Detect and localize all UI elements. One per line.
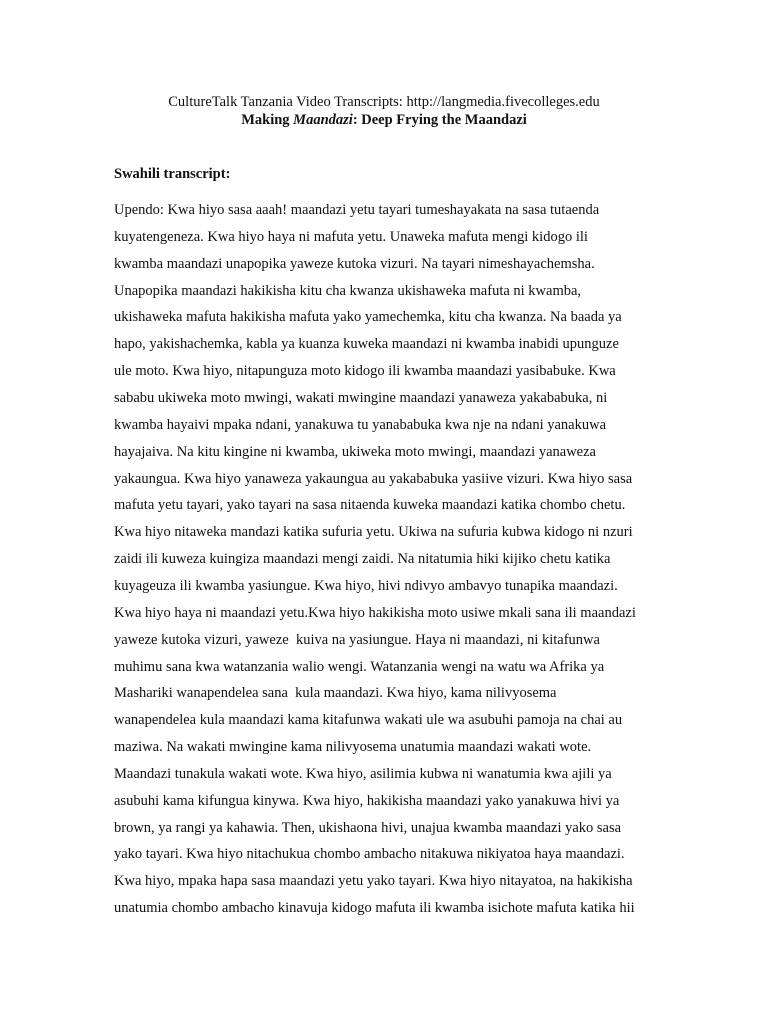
transcript-line: Maandazi tunakula wakati wote. Kwa hiyo, asilimia kubwa ni wanatumia kwa ajili ya xyxy=(114,765,612,782)
transcript-line: ukishaweka mafuta hakikisha mafuta yako yamechemka, kitu cha kwanza. Na baada ya xyxy=(114,309,622,326)
transcript-line: kwamba maandazi unapopika yaweze kutoka vizuri. Na tayari nimeshayachemsha. xyxy=(114,255,595,272)
transcript-line: muhimu sana kwa watanzania walio wengi. Watanzania wengi na watu wa Afrika ya xyxy=(114,658,605,675)
transcript-line: Kwa hiyo, mpaka hapa sasa maandazi yetu yako tayari. Kwa hiyo nitayatoa, na hakikisha xyxy=(114,873,633,890)
transcript-line: Unapopika maandazi hakikisha kitu cha kwanza ukishaweka mafuta ni kwamba, xyxy=(114,282,582,299)
transcript-line: kwamba hayaivi mpaka ndani, yanakuwa tu yanababuka kwa nje na ndani yanakuwa xyxy=(114,416,607,433)
section-heading: Swahili transcript: xyxy=(114,166,231,182)
transcript-line: zaidi ili kuweza kuingiza maandazi mengi zaidi. Na nitatumia hiki kijiko chetu katika xyxy=(114,551,611,567)
transcript-line: ule moto. Kwa hiyo, nitapunguza moto kidogo ili kwamba maandazi yasibabuke. Kwa xyxy=(114,363,616,380)
source-line-text: CultureTalk Tanzania Video Transcripts: http://langmedia.fivecolleges.edu xyxy=(168,94,600,110)
source-line xyxy=(0,94,768,110)
transcript-line: mafuta yetu tayari, yako tayari na sasa nitaenda kuweka maandazi katika chombo chetu. xyxy=(114,497,626,514)
transcript-line: hapo, yakishachemka, kabla ya kuanza kuweka maandazi ni kwamba inabidi upunguze xyxy=(114,336,619,353)
transcript-line: sababu ukiweka moto mwingi, wakati mwingine maandazi yanaweza yakababuka, ni xyxy=(114,390,608,406)
transcript-line: Mashariki wanapendelea sana kula maandazi. Kwa hiyo, kama nilivyosema xyxy=(114,685,557,702)
transcript-line: Kwa hiyo haya ni maandazi yetu.Kwa hiyo hakikisha moto usiwe mkali sana ili maandazi xyxy=(114,604,636,621)
transcript-line: asubuhi kama kifungua kinywa. Kwa hiyo, hakikisha maandazi yako yanakuwa hivi ya xyxy=(114,792,620,809)
transcript-line: kuyatengeneza. Kwa hiyo haya ni mafuta yetu. Unaweka mafuta mengi kidogo ili xyxy=(114,228,588,245)
transcript-line: maziwa. Na wakati mwingine kama nilivyosema unatumia maandazi wakati wote. xyxy=(114,739,592,755)
transcript-line: kuyageuza ili kwamba yasiungue. Kwa hiyo, hivi ndivyo ambavyo tunapika maandazi. xyxy=(114,577,618,594)
transcript-line: wanapendelea kula maandazi kama kitafunwa wakati ule wa asubuhi pamoja na chai au xyxy=(114,712,623,729)
transcript-line: yaweze kutoka vizuri, yaweze kuiva na yasiungue. Haya ni maandazi, ni kitafunwa xyxy=(114,631,600,648)
document-title xyxy=(0,112,768,128)
transcript-line: Kwa hiyo nitaweka mandazi katika sufuria yetu. Ukiwa na sufuria kubwa kidogo ni nzuri xyxy=(114,524,633,541)
transcript-line: yako tayari. Kwa hiyo nitachukua chombo ambacho nitakuwa nikiyatoa haya maandazi. xyxy=(114,846,625,863)
title-italic-word: Maandazi xyxy=(293,112,353,128)
transcript-line: unatumia chombo ambacho kinavuja kidogo mafuta ili kwamba isichote mafuta katika hii xyxy=(114,900,635,917)
transcript-line: Upendo: Kwa hiyo sasa aaah! maandazi yetu tayari tumeshayakata na sasa tutaenda xyxy=(114,202,600,218)
title-prefix: Making xyxy=(241,112,294,128)
transcript-line: hayajaiva. Na kitu kingine ni kwamba, ukiweka moto mwingi, maandazi yanaweza xyxy=(114,443,596,460)
transcript-line: yakaungua. Kwa hiyo yanaweza yakaungua au yakababuka yasiive vizuri. Kwa hiyo sasa xyxy=(114,470,633,487)
title-suffix: : Deep Frying the Maandazi xyxy=(352,112,527,128)
transcript-line: brown, ya rangi ya kahawia. Then, ukishaona hivi, unajua kwamba maandazi yako sasa xyxy=(114,819,622,836)
